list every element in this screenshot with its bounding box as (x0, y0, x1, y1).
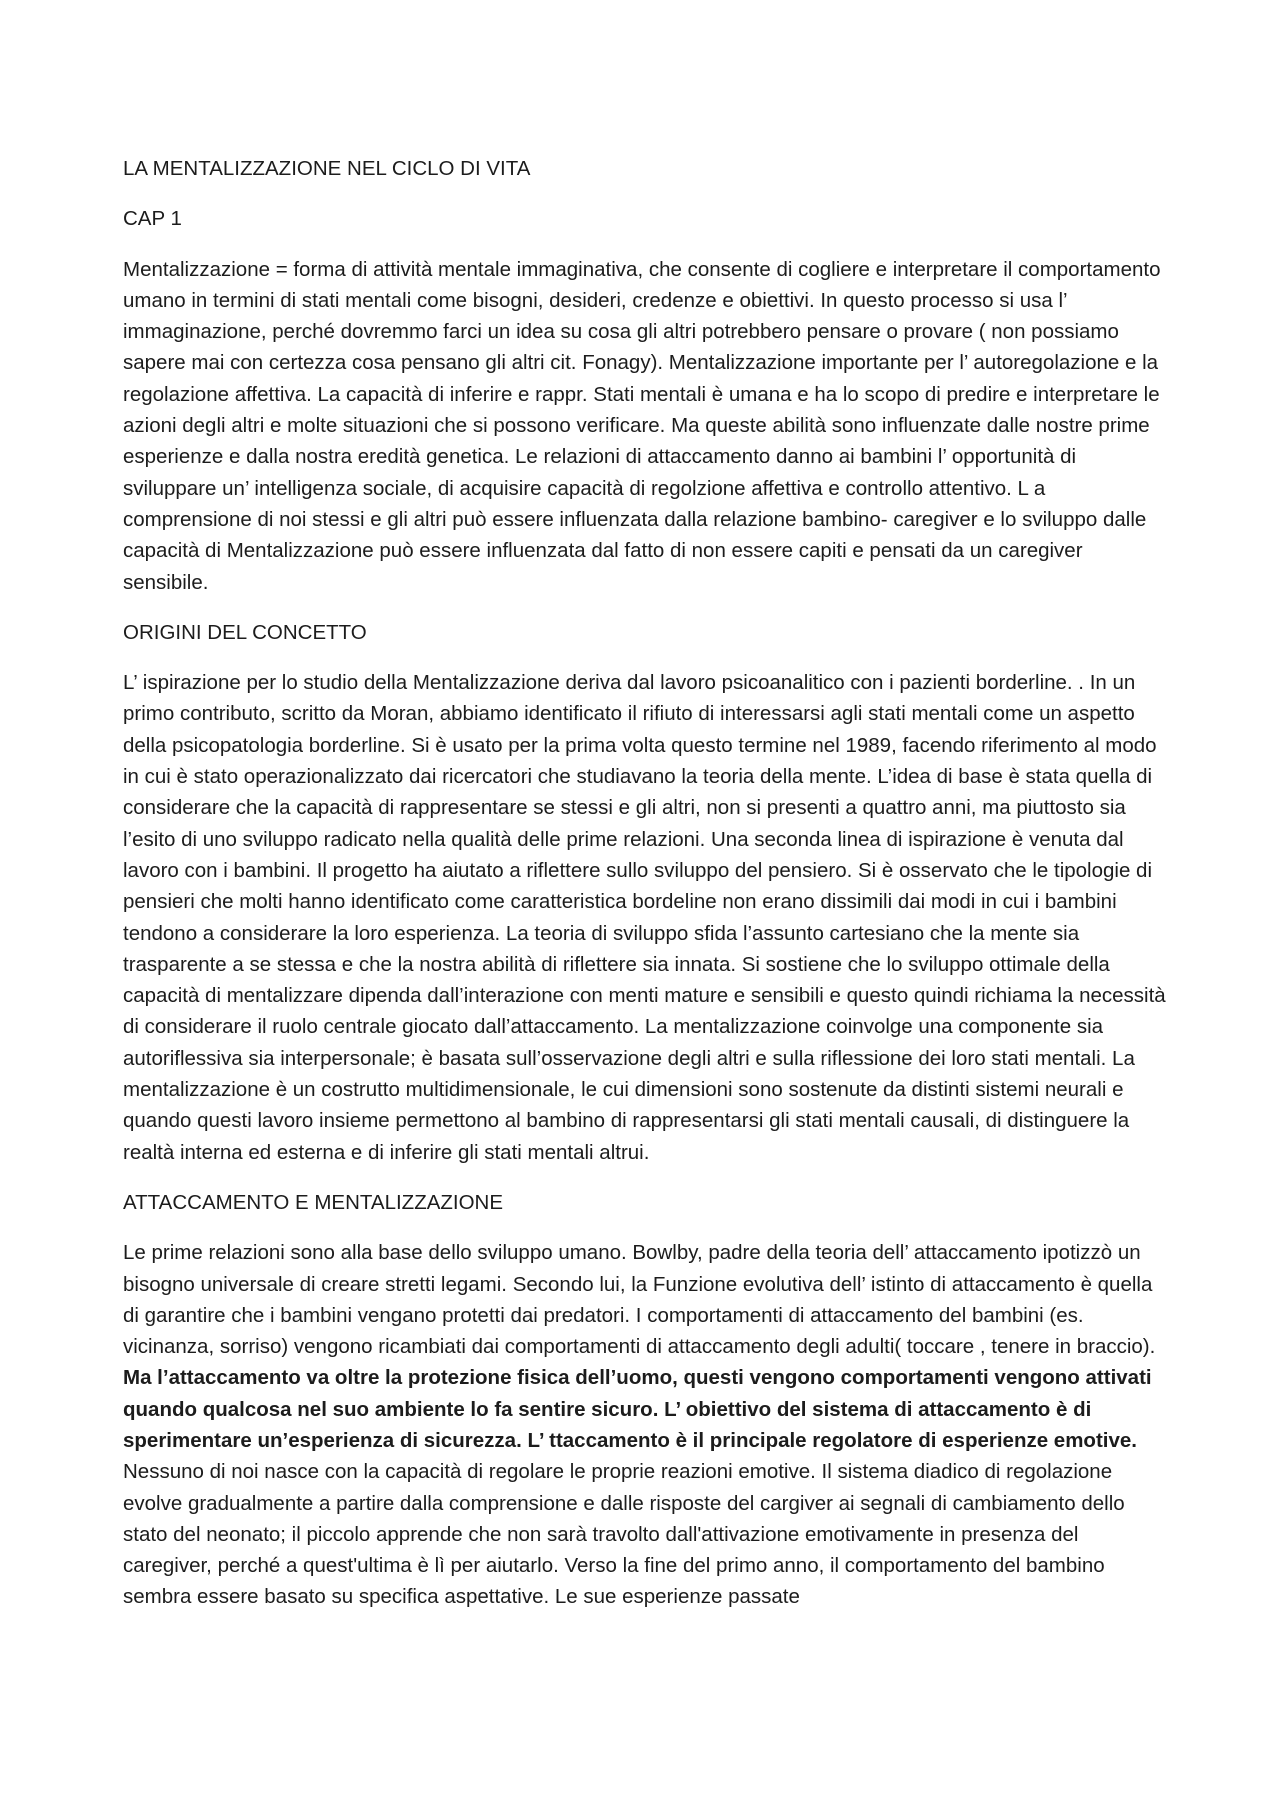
attachment-text-end: Nessuno di noi nasce con la capacità di regolare le proprie reazioni emotive. Il sistema diadico di regolazione evolve gradualmente a partire dalla comprensione e dalle risposte del cargiver ai segnali di cambiamento dello stato del neonato; il piccolo apprende che non sarà travolto dall'attivazione emotivamente in presenza del caregiver, perché a quest'ultima è lì per aiutarlo. Verso la fine del primo anno, il comportamento del bambino sembra essere basato su specifica aspettative. Le sue esperienze passate (123, 1460, 1125, 1609)
chapter-label: CAP 1 (123, 207, 182, 231)
attachment-text-bold: Ma l’attaccamento va oltre la protezione fisica dell’uomo, questi vengono comportamenti vengono attivati quando qualcosa nel suo ambiente lo fa sentire sicuro. L’ obiettivo del sistema di attaccamento è di sperimentare un’esperienza di sicurezza. L’ ttaccamento è il principale regolatore di esperienze emotive. (123, 1366, 1152, 1452)
intro-paragraph: Mentalizzazione = forma di attività mentale immaginativa, che consente di cogliere e interpretare il comportamento umano in termini di stati mentali come bisogni, desideri, credenze e obiettivi. In questo processo si usa l’ immaginazione, perché dovremmo farci un idea su cosa gli altri potrebbero pensare o provare ( non possiamo sapere mai con certezza cosa pensano gli altri cit. Fonagy). Mentalizzazione importante per l’ autoregolazione e la regolazione affettiva. La capacità di inferire e rappr. Stati mentali è umana e ha lo scopo di predire e interpretare le azioni degli altri e molte situazioni che si possono verificare. Ma queste abilità sono influenzate dalle nostre prime esperienze e dalla nostra eredità genetica. Le relazioni di attaccamento danno ai bambini l’ opportunità di sviluppare un’ intelligenza sociale, di acquisire capacità di regolzione affettiva e controllo attentivo. L a comprensione di noi stessi e gli altri può essere influenzata dalla relazione bambino- caregiver e lo sviluppo dalle capacità di Mentalizzazione può essere influenzata dal fatto di non essere capiti e pensati da un caregiver sensibile. (123, 257, 1161, 594)
attachment-paragraph (123, 1237, 1173, 1613)
section-heading-attachment: ATTACCAMENTO E MENTALIZZAZIONE (123, 1190, 504, 1214)
document-title: LA MENTALIZZAZIONE NEL CICLO DI VITA (123, 157, 531, 180)
document-page (123, 153, 1173, 1632)
attachment-text-start: Le prime relazioni sono alla base dello sviluppo umano. Bowlby, padre della teoria dell’ attaccamento ipotizzò un bisogno universale di creare stretti legami. Secondo lui, la Funzione evolutiva dell’ istinto di attaccamento è quella di garantire che i bambini vengano protetti dai predatori. I comportamenti di attaccamento del bambini (es. vicinanza, sorriso) vengono ricambiati dai comportamenti di attaccamento degli adulti( toccare , tenere in braccio). (123, 1241, 1156, 1359)
section-heading-origins: ORIGINI DEL CONCETTO (123, 620, 367, 644)
origins-paragraph: L’ ispirazione per lo studio della Mentalizzazione deriva dal lavoro psicoanalitico con i pazienti borderline. . In un primo contributo, scritto da Moran, abbiamo identificato il rifiuto di interessarsi agli stati mentali come un aspetto della psicopatologia borderline. Si è usato per la prima volta questo termine nel 1989, facendo riferimento al modo in cui è stato operazionalizzato dai ricercatori che studiavano la teoria della mente. L’idea di base è stata quella di considerare che la capacità di rappresentare se stessi e gli altri, non si presenti a quattro anni, ma piuttosto sia l’esito di uno sviluppo radicato nella qualità delle prime relazioni. Una seconda linea di ispirazione è venuta dal lavoro con i bambini. Il progetto ha aiutato a riflettere sullo sviluppo del pensiero. Si è osservato che le tipologie di pensieri che molti hanno identificato come caratteristica bordeline non erano dissimili dai modi in cui i bambini tendono a considerare la loro esperienza. La teoria di sviluppo sfida l’assunto cartesiano che la mente sia trasparente a se stessa e che la nostra abilità di riflettere sia innata. Si sostiene che lo sviluppo ottimale della capacità di mentalizzare dipenda dall’interazione con menti mature e sensibili e questo quindi richiama la necessità di considerare il ruolo centrale giocato dall’attaccamento. La mentalizzazione coinvolge una componente sia autoriflessiva sia interpersonale; è basata sull’osservazione degli altri e sulla riflessione dei loro stati mentali. La mentalizzazione è un costrutto multidimensionale, le cui dimensioni sono sostenute da distinti sistemi neurali e quando questi lavoro insieme permettono al bambino di rappresentarsi gli stati mentali causali, di distinguere la realtà interna ed esterna e di inferire gli stati mentali altrui. (123, 671, 1166, 1164)
